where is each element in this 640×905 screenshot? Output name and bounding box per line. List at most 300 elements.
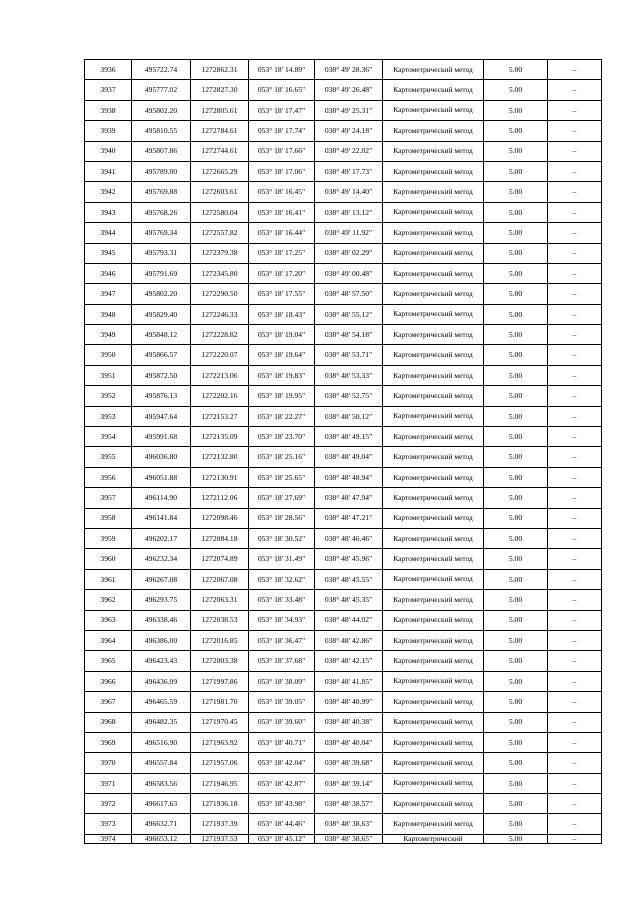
x-coordinate-cell xyxy=(132,834,191,843)
method-cell xyxy=(383,60,484,80)
method-cell-text: Картометрический метод xyxy=(393,819,473,829)
accuracy-cell-text: 5.00 xyxy=(508,85,523,95)
note-cell-text: – xyxy=(572,656,577,666)
point-number-cell-text: 3965 xyxy=(100,656,116,666)
x-coordinate-cell xyxy=(132,60,191,80)
point-number-cell-text: 3945 xyxy=(100,248,116,258)
longitude-cell xyxy=(315,325,383,345)
accuracy-cell-text: 5.00 xyxy=(508,615,523,625)
y-coordinate-cell xyxy=(191,712,249,732)
note-cell-text: – xyxy=(572,798,577,808)
point-number-cell-text: 3968 xyxy=(100,717,116,727)
latitude-cell-text: 053° 18' 39.60" xyxy=(257,717,306,727)
y-coordinate-cell xyxy=(191,141,249,161)
accuracy-cell xyxy=(484,692,548,712)
y-coordinate-cell xyxy=(191,488,249,508)
point-number-cell-text: 3946 xyxy=(100,268,116,278)
latitude-cell-text: 053° 18' 19.64" xyxy=(257,350,306,360)
point-number-cell-text: 3956 xyxy=(100,472,116,482)
longitude-cell xyxy=(315,467,383,487)
longitude-cell xyxy=(315,508,383,528)
accuracy-cell xyxy=(484,263,548,283)
longitude-cell xyxy=(315,712,383,732)
accuracy-cell-text: 5.00 xyxy=(508,248,523,258)
accuracy-cell-text: 5.00 xyxy=(508,574,523,584)
table-row xyxy=(85,794,602,814)
accuracy-cell-text: 5.00 xyxy=(508,513,523,523)
x-coordinate-cell xyxy=(132,161,191,181)
latitude-cell-text: 053° 18' 16.45" xyxy=(257,187,306,197)
longitude-cell-text: 038° 48' 54.18" xyxy=(324,329,373,339)
latitude-cell-text: 053° 18' 40.71" xyxy=(257,737,306,747)
accuracy-cell-text: 5.00 xyxy=(508,493,523,503)
latitude-cell-text: 053° 18' 16.44" xyxy=(257,228,306,238)
longitude-cell-text: 038° 48' 45.96" xyxy=(324,554,373,564)
note-cell-text: – xyxy=(572,819,577,829)
y-coordinate-cell xyxy=(191,161,249,181)
x-coordinate-cell-text: 495829.40 xyxy=(144,309,178,319)
accuracy-cell-text: 5.00 xyxy=(508,697,523,706)
latitude-cell-text: 053° 18' 17.47" xyxy=(257,105,306,115)
method-cell-text: Картометрический метод xyxy=(393,431,473,441)
latitude-cell xyxy=(249,427,315,447)
longitude-cell xyxy=(315,834,383,843)
table-body xyxy=(85,60,602,844)
longitude-cell-text: 038° 49' 22.02" xyxy=(324,146,373,156)
point-number-cell-text: 3953 xyxy=(100,411,116,421)
latitude-cell xyxy=(249,528,315,548)
note-cell xyxy=(548,202,602,222)
note-cell xyxy=(548,161,602,181)
table-row xyxy=(85,447,602,467)
x-coordinate-cell-text: 495947.64 xyxy=(144,411,178,421)
longitude-cell-text: 038° 48' 49.04" xyxy=(324,452,373,462)
method-cell xyxy=(383,732,484,752)
longitude-cell xyxy=(315,182,383,202)
latitude-cell xyxy=(249,141,315,161)
point-number-cell xyxy=(85,121,132,141)
x-coordinate-cell xyxy=(132,263,191,283)
latitude-cell-text: 053° 18' 17.55" xyxy=(257,289,306,299)
note-cell-text: – xyxy=(572,248,577,258)
longitude-cell xyxy=(315,365,383,385)
accuracy-cell xyxy=(484,60,548,80)
method-cell xyxy=(383,692,484,712)
longitude-cell xyxy=(315,528,383,548)
latitude-cell xyxy=(249,304,315,324)
x-coordinate-cell xyxy=(132,712,191,732)
longitude-cell xyxy=(315,447,383,467)
x-coordinate-cell xyxy=(132,671,191,691)
longitude-cell-text: 038° 48' 38.63" xyxy=(324,819,373,829)
table-row xyxy=(85,549,602,569)
point-number-cell xyxy=(85,794,132,814)
note-cell xyxy=(548,365,602,385)
point-number-cell xyxy=(85,100,132,120)
point-number-cell-text: 3949 xyxy=(100,329,116,339)
latitude-cell xyxy=(249,223,315,243)
latitude-cell xyxy=(249,753,315,773)
note-cell xyxy=(548,488,602,508)
table-row xyxy=(85,182,602,202)
x-coordinate-cell xyxy=(132,753,191,773)
note-cell xyxy=(548,325,602,345)
note-cell xyxy=(548,182,602,202)
y-coordinate-cell-text: 1272744.61 xyxy=(201,146,238,156)
note-cell xyxy=(548,60,602,80)
y-coordinate-cell-text: 1272130.91 xyxy=(201,472,238,482)
point-number-cell xyxy=(85,325,132,345)
longitude-cell xyxy=(315,671,383,691)
x-coordinate-cell-text: 496583.56 xyxy=(144,778,178,788)
method-cell xyxy=(383,651,484,671)
point-number-cell xyxy=(85,406,132,426)
accuracy-cell xyxy=(484,814,548,834)
method-cell xyxy=(383,141,484,161)
latitude-cell-text: 053° 18' 17.25" xyxy=(257,248,306,258)
note-cell xyxy=(548,610,602,630)
y-coordinate-cell xyxy=(191,528,249,548)
point-number-cell-text: 3938 xyxy=(100,105,116,115)
point-number-cell-text: 3969 xyxy=(100,737,116,747)
table-row xyxy=(85,834,602,843)
x-coordinate-cell xyxy=(132,386,191,406)
latitude-cell xyxy=(249,100,315,120)
accuracy-cell xyxy=(484,325,548,345)
x-coordinate-cell xyxy=(132,223,191,243)
x-coordinate-cell-text: 495777.02 xyxy=(144,85,178,95)
note-cell xyxy=(548,732,602,752)
accuracy-cell-text: 5.00 xyxy=(508,834,523,844)
note-cell xyxy=(548,508,602,528)
point-number-cell-text: 3952 xyxy=(100,391,116,401)
table-row xyxy=(85,753,602,773)
latitude-cell-text: 053° 18' 33.48" xyxy=(257,595,306,605)
x-coordinate-cell-text: 495807.86 xyxy=(144,146,178,156)
accuracy-cell-text: 5.00 xyxy=(508,105,523,115)
latitude-cell-text: 053° 18' 22.27" xyxy=(257,411,306,421)
y-coordinate-cell-text: 1272228.82 xyxy=(201,329,238,339)
y-coordinate-cell-text: 1271997.86 xyxy=(201,676,238,686)
method-cell xyxy=(383,284,484,304)
x-coordinate-cell-text: 496338.46 xyxy=(144,615,178,625)
y-coordinate-cell xyxy=(191,447,249,467)
longitude-cell xyxy=(315,732,383,752)
y-coordinate-cell xyxy=(191,406,249,426)
method-cell xyxy=(383,528,484,548)
latitude-cell-text: 053° 18' 28.56" xyxy=(257,513,306,523)
latitude-cell-text: 053° 18' 31.49" xyxy=(257,554,306,564)
longitude-cell-text: 038° 48' 55.12" xyxy=(324,309,373,319)
accuracy-cell-text: 5.00 xyxy=(508,778,523,788)
accuracy-cell xyxy=(484,549,548,569)
point-number-cell xyxy=(85,671,132,691)
longitude-cell xyxy=(315,590,383,610)
table-row xyxy=(85,610,602,630)
x-coordinate-cell-text: 495722.74 xyxy=(144,64,178,74)
longitude-cell-text: 038° 48' 49.15" xyxy=(324,431,373,441)
method-cell xyxy=(383,121,484,141)
method-cell xyxy=(383,304,484,324)
latitude-cell xyxy=(249,671,315,691)
method-cell-text: Картометрический метод xyxy=(393,370,473,380)
y-coordinate-cell xyxy=(191,692,249,712)
note-cell xyxy=(548,794,602,814)
point-number-cell-text: 3971 xyxy=(100,778,116,788)
x-coordinate-cell-text: 495810.55 xyxy=(144,126,178,136)
longitude-cell-text: 038° 49' 25.31" xyxy=(324,105,373,115)
note-cell xyxy=(548,263,602,283)
y-coordinate-cell-text: 1272379.38 xyxy=(201,248,238,258)
y-coordinate-cell xyxy=(191,182,249,202)
note-cell-text: – xyxy=(572,472,577,482)
point-number-cell xyxy=(85,467,132,487)
note-cell-text: – xyxy=(572,207,577,217)
method-cell xyxy=(383,590,484,610)
longitude-cell xyxy=(315,549,383,569)
table-row xyxy=(85,100,602,120)
y-coordinate-cell xyxy=(191,794,249,814)
note-cell xyxy=(548,773,602,793)
accuracy-cell xyxy=(484,284,548,304)
y-coordinate-cell xyxy=(191,263,249,283)
longitude-cell-text: 038° 48' 42.15" xyxy=(324,656,373,666)
point-number-cell xyxy=(85,182,132,202)
x-coordinate-cell xyxy=(132,284,191,304)
method-cell-text: Картометрический метод xyxy=(393,676,473,686)
method-cell-text: Картометрический метод xyxy=(393,105,473,115)
y-coordinate-cell-text: 1272246.33 xyxy=(201,309,238,319)
note-cell xyxy=(548,243,602,263)
accuracy-cell xyxy=(484,141,548,161)
point-number-cell-text: 3973 xyxy=(100,819,116,829)
point-number-cell-text: 3940 xyxy=(100,146,116,156)
point-number-cell-text: 3942 xyxy=(100,187,116,197)
x-coordinate-cell xyxy=(132,202,191,222)
table-row xyxy=(85,263,602,283)
longitude-cell-text: 038° 49' 28.36" xyxy=(324,64,373,74)
point-number-cell xyxy=(85,569,132,589)
longitude-cell-text: 038° 49' 00.48" xyxy=(324,268,373,278)
x-coordinate-cell-text: 495802.20 xyxy=(144,289,178,299)
latitude-cell-text: 053° 18' 17.06" xyxy=(257,166,306,176)
method-cell xyxy=(383,161,484,181)
point-number-cell-text: 3974 xyxy=(100,834,116,844)
latitude-cell-text: 053° 18' 36.47" xyxy=(257,635,306,645)
y-coordinate-cell-text: 1271946.95 xyxy=(201,778,238,788)
y-coordinate-cell-text: 1272038.53 xyxy=(201,615,238,625)
y-coordinate-cell-text: 1272557.82 xyxy=(201,228,238,238)
method-cell xyxy=(383,202,484,222)
longitude-cell xyxy=(315,386,383,406)
longitude-cell-text: 038° 48' 47.94" xyxy=(324,493,373,503)
y-coordinate-cell xyxy=(191,304,249,324)
point-number-cell xyxy=(85,753,132,773)
latitude-cell-text: 053° 18' 19.04" xyxy=(257,329,306,339)
method-cell-text: Картометрический метод xyxy=(393,227,473,237)
y-coordinate-cell xyxy=(191,508,249,528)
table-row xyxy=(85,161,602,181)
method-cell-text: Картометрический метод xyxy=(393,187,473,197)
latitude-cell xyxy=(249,508,315,528)
latitude-cell xyxy=(249,60,315,80)
latitude-cell xyxy=(249,161,315,181)
point-number-cell xyxy=(85,712,132,732)
longitude-cell xyxy=(315,794,383,814)
method-cell-text: Картометрический метод xyxy=(393,594,473,604)
longitude-cell-text: 038° 48' 53.71" xyxy=(324,350,373,360)
note-cell xyxy=(548,692,602,712)
x-coordinate-cell xyxy=(132,447,191,467)
method-cell xyxy=(383,671,484,691)
note-cell xyxy=(548,386,602,406)
method-cell-text: Картометрический метод xyxy=(393,309,473,319)
x-coordinate-cell xyxy=(132,121,191,141)
longitude-cell-text: 038° 48' 39.68" xyxy=(324,758,373,768)
note-cell-text: – xyxy=(572,615,577,625)
accuracy-cell-text: 5.00 xyxy=(508,411,523,421)
latitude-cell xyxy=(249,610,315,630)
accuracy-cell xyxy=(484,304,548,324)
longitude-cell xyxy=(315,263,383,283)
x-coordinate-cell-text: 495768.26 xyxy=(144,207,178,217)
longitude-cell-text: 038° 48' 53.33" xyxy=(324,370,373,380)
x-coordinate-cell-text: 495789.00 xyxy=(144,166,178,176)
note-cell-text: – xyxy=(572,554,577,564)
longitude-cell-text: 038° 48' 48.94" xyxy=(324,472,373,482)
method-cell-text: Картометрический метод xyxy=(393,615,473,625)
longitude-cell xyxy=(315,406,383,426)
note-cell xyxy=(548,814,602,834)
y-coordinate-cell-text: 1271957.06 xyxy=(201,758,238,768)
point-number-cell xyxy=(85,590,132,610)
longitude-cell xyxy=(315,100,383,120)
coordinates-table xyxy=(84,59,602,844)
y-coordinate-cell xyxy=(191,60,249,80)
latitude-cell-text: 053° 18' 16.41" xyxy=(257,207,306,217)
table-row xyxy=(85,406,602,426)
note-cell-text: – xyxy=(572,391,577,401)
accuracy-cell xyxy=(484,671,548,691)
latitude-cell xyxy=(249,365,315,385)
note-cell xyxy=(548,467,602,487)
method-cell-text: Картометрический метод xyxy=(393,207,473,217)
accuracy-cell-text: 5.00 xyxy=(508,350,523,360)
accuracy-cell xyxy=(484,528,548,548)
x-coordinate-cell-text: 495769.88 xyxy=(144,187,178,197)
longitude-cell xyxy=(315,753,383,773)
note-cell-text: – xyxy=(572,411,577,421)
longitude-cell xyxy=(315,60,383,80)
y-coordinate-cell-text: 1272135.09 xyxy=(201,431,238,441)
note-cell-text: – xyxy=(572,289,577,299)
longitude-cell-text: 038° 49' 24.18" xyxy=(324,126,373,136)
note-cell xyxy=(548,753,602,773)
table-row xyxy=(85,365,602,385)
note-cell xyxy=(548,671,602,691)
x-coordinate-cell xyxy=(132,427,191,447)
latitude-cell-text: 053° 18' 39.05" xyxy=(257,697,306,706)
y-coordinate-cell xyxy=(191,365,249,385)
table-row xyxy=(85,60,602,80)
method-cell xyxy=(383,467,484,487)
latitude-cell xyxy=(249,325,315,345)
y-coordinate-cell-text: 1272290.50 xyxy=(201,289,238,299)
method-cell xyxy=(383,365,484,385)
longitude-cell-text: 038° 49' 17.73" xyxy=(324,166,373,176)
table-row xyxy=(85,467,602,487)
y-coordinate-cell xyxy=(191,467,249,487)
longitude-cell-text: 038° 48' 38.57" xyxy=(324,798,373,808)
point-number-cell xyxy=(85,386,132,406)
accuracy-cell xyxy=(484,100,548,120)
y-coordinate-cell-text: 1271937.53 xyxy=(201,834,238,844)
point-number-cell-text: 3948 xyxy=(100,309,116,319)
x-coordinate-cell-text: 496436.09 xyxy=(144,676,178,686)
accuracy-cell-text: 5.00 xyxy=(508,635,523,645)
method-cell-text: Картометрический метод xyxy=(393,574,473,584)
table-row xyxy=(85,528,602,548)
table-row xyxy=(85,671,602,691)
point-number-cell xyxy=(85,345,132,365)
longitude-cell-text: 038° 48' 40.04" xyxy=(324,737,373,747)
table-row xyxy=(85,121,602,141)
y-coordinate-cell-text: 1271936.18 xyxy=(201,798,238,808)
note-cell-text: – xyxy=(572,676,577,686)
point-number-cell-text: 3963 xyxy=(100,615,116,625)
table-row xyxy=(85,304,602,324)
method-cell-text: Картометрический метод xyxy=(393,64,473,74)
longitude-cell xyxy=(315,610,383,630)
point-number-cell-text: 3966 xyxy=(100,676,116,686)
accuracy-cell xyxy=(484,467,548,487)
method-cell-text: Картометрический метод xyxy=(393,452,473,462)
accuracy-cell xyxy=(484,753,548,773)
x-coordinate-cell-text: 496482.35 xyxy=(144,717,178,727)
latitude-cell-text: 053° 18' 14.89" xyxy=(257,64,306,74)
x-coordinate-cell-text: 496051.88 xyxy=(144,472,178,482)
longitude-cell xyxy=(315,651,383,671)
note-cell-text: – xyxy=(572,758,577,768)
y-coordinate-cell-text: 1272074.89 xyxy=(201,554,238,564)
point-number-cell xyxy=(85,161,132,181)
y-coordinate-cell-text: 1272862.31 xyxy=(201,64,238,74)
longitude-cell xyxy=(315,345,383,365)
longitude-cell-text: 038° 48' 40.99" xyxy=(324,697,373,706)
x-coordinate-cell-text: 495872.50 xyxy=(144,370,178,380)
method-cell xyxy=(383,427,484,447)
method-cell-text: Картометрический метод xyxy=(393,146,473,156)
note-cell-text: – xyxy=(572,268,577,278)
point-number-cell xyxy=(85,80,132,100)
x-coordinate-cell xyxy=(132,630,191,650)
y-coordinate-cell xyxy=(191,590,249,610)
longitude-cell xyxy=(315,80,383,100)
y-coordinate-cell xyxy=(191,610,249,630)
method-cell-text: Картометрический метод xyxy=(393,248,473,258)
accuracy-cell xyxy=(484,161,548,181)
accuracy-cell-text: 5.00 xyxy=(508,289,523,299)
x-coordinate-cell-text: 496114.90 xyxy=(145,493,177,503)
y-coordinate-cell-text: 1272132.80 xyxy=(201,452,238,462)
longitude-cell xyxy=(315,304,383,324)
y-coordinate-cell-text: 1271937.39 xyxy=(201,819,238,829)
accuracy-cell-text: 5.00 xyxy=(508,554,523,564)
method-cell xyxy=(383,263,484,283)
note-cell-text: – xyxy=(572,146,577,156)
longitude-cell xyxy=(315,141,383,161)
point-number-cell-text: 3967 xyxy=(100,697,116,706)
